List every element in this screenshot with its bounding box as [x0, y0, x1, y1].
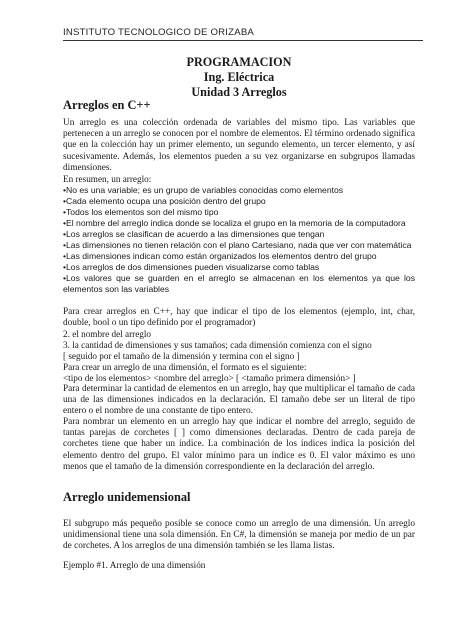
bullet-item: •Las dimensiones indican como están organizados los elementos dentro del grupo — [63, 251, 377, 261]
unidimensional-paragraph: El subgrupo más pequeño posible se conoce como un arreglo de una dimensión. Un arreglo unidimensional tiene una sola dimensión. En C#, la dimensión se maneja por medio de un par de corchetes. A los arreglos de una dimensión también se les llama listas. — [63, 519, 415, 552]
create-line: 2. el nombre del arreglo — [63, 329, 152, 339]
example-label: Ejemplo #1. Arreglo de una dimensión — [63, 560, 206, 570]
create-line: 3. la cantidad de dimensiones y sus tamaños; cada dimensión comienza con el signo — [63, 340, 372, 350]
index-paragraph: Para nombrar un elemento en un arreglo hay que indicar el nombre del arreglo, seguido de tantas parejas de corchetes [ ] como dimensiones declaradas. Dentro de cada pareja de corchetes tiene que haber un índice. La combinación de los índices indica la posición del elemento dentro del grupo. El valor mínimo para un índice es 0. El valor máximo es uno menos que el tamaño de la dimensión correspondiente en la declaración del arreglo. — [63, 417, 415, 472]
bullet-item: •No es una variable; es un grupo de variables conocidas como elementos — [63, 185, 344, 195]
header-rule — [63, 40, 423, 41]
bullet-item: •Los arreglos se clasifican de acuerdo a las dimensiones que tengan — [63, 229, 325, 239]
bullet-item: •El nombre del arreglo indica donde se localiza el grupo en la memoria de la computadora — [63, 218, 406, 228]
intro-paragraph: Un arreglo es una colección ordenada de variables del mismo tipo. Las variables que pertenecen a un arreglo se conocen por el nombre de elementos. El término ordenado significa que en la colección hay un primer elemento, un segundo elemento, un tercer elemento, y así sucesivamente. Además, los elementos pueden a su vez organizarse en subgrupos llamadas dimensiones. — [63, 118, 415, 173]
heading-arreglo-unidimensional: Arreglo unidemensional — [63, 490, 191, 504]
create-line: [ seguido por el tamaño de la dimensión y termina con el signo ] — [63, 351, 300, 361]
heading-arreglos-cpp: Arreglos en C++ — [63, 98, 151, 112]
declaration-format: <tipo de los elementos> <nombre del arreglo> [ <tamaño primera dimensión> ] — [63, 373, 356, 383]
title-career: Ing. Eléctrica — [203, 70, 275, 84]
bullet-item-continuation: elementos son las variables — [63, 284, 170, 294]
bullet-item: •Los valores que se guarden en el arreglo se almacenan en los elementos ya que los — [63, 273, 415, 283]
determine-paragraph: Para determinar la cantidad de elementos en un arreglo, hay que multiplicar el tamaño de cada una de las dimensiones indicados en la declaración. El tamaño debe ser un literal de tipo entero o el nombre de una constante de tipo entero. — [63, 384, 415, 417]
bullet-item: •Cada elemento ocupa una posición dentro del grupo — [63, 196, 266, 206]
title-unit: Unidad 3 Arreglos — [191, 85, 287, 99]
bullet-item: •Las dimensiones no tienen relación con el plano Cartesiano, nada que ver con matemática — [63, 240, 412, 250]
bullet-item: •Todos los elementos son del mismo tipo — [63, 207, 219, 217]
summary-lead: En resumen, un arreglo: — [63, 174, 152, 184]
title-course: PROGRAMACION — [186, 55, 292, 69]
page-header-institute: INSTITUTO TECNOLOGICO DE ORIZABA — [63, 27, 255, 38]
create-line: Para crear un arreglo de una dimensión, el formato es el siguiente: — [63, 362, 307, 372]
create-paragraph: Para crear arreglos en C++, hay que indicar el tipo de los elementos (ejemplo, int, char, double, bool o un tipo definido por el programador) — [63, 307, 415, 329]
bullet-item: •Los arreglos de dos dimensiones pueden visualizarse como tablas — [63, 262, 320, 272]
